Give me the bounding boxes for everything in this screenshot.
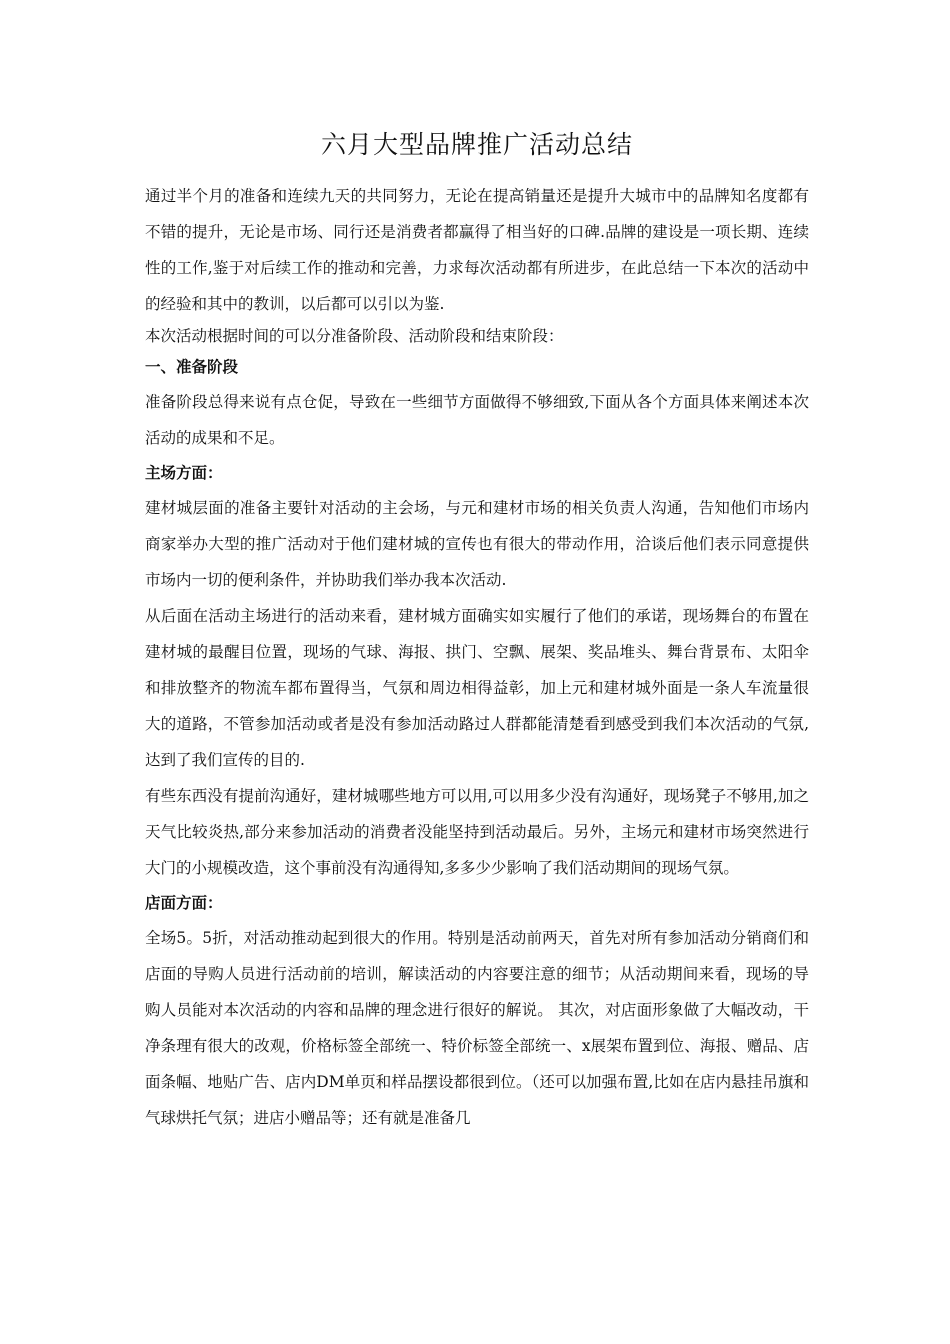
document-title: 六月大型品牌推广活动总结 bbox=[320, 130, 633, 159]
main-venue-paragraph-2: 从后面在活动主场进行的活动来看，建材城方面确实如实履行了他们的承诺，现场舞台的布置在建材城的最醒目位置，现场的气球、海报、拱门、空飘、展架、奖品堆头、舞台背景布、太阳伞和排放整齐的物流车都布置得当，气氛和周边相得益彰，加上元和建材城外面是一条人车流量很大的道路，不管参加活动或者是没有参加活动路过人群都能清楚看到感受到我们本次活动的气氛,达到了我们宣传的目的. bbox=[145, 607, 809, 769]
document-page bbox=[145, 128, 809, 1136]
subheading-store: 店面方面： bbox=[145, 894, 223, 912]
main-venue-paragraph-3: 有些东西没有提前沟通好，建材城哪些地方可以用,可以用多少没有沟通好，现场凳子不够用,加之天气比较炎热,部分来参加活动的消费者没能坚持到活动最后。另外，主场元和建材市场突然进行大门的小规模改造，这个事前没有沟通得知,多多少少影响了我们活动期间的现场气氛。 bbox=[145, 787, 809, 877]
preparation-paragraph: 准备阶段总得来说有点仓促，导致在一些细节方面做得不够细致,下面从各个方面具体来阐述本次活动的成果和不足。 bbox=[145, 393, 809, 447]
subheading-main-venue: 主场方面： bbox=[145, 464, 223, 482]
section-heading-preparation: 一、准备阶段 bbox=[145, 358, 239, 376]
intro-paragraph: 通过半个月的准备和连续九天的共同努力，无论在提高销量还是提升大城市中的品牌知名度都有不错的提升，无论是市场、同行还是消费者都赢得了相当好的口碑.品牌的建设是一项长期、连续性的工作,鉴于对后续工作的推动和完善，力求每次活动都有所进步，在此总结一下本次的活动中的经验和其中的教训，以后都可以引以为鉴. bbox=[145, 187, 809, 313]
store-paragraph-1: 全场5。5折，对活动推动起到很大的作用。特别是活动前两天，首先对所有参加活动分销商们和店面的导购人员进行活动前的培训，解读活动的内容要注意的细节；从活动期间来看，现场的导购人员能对本次活动的内容和品牌的理念进行很好的解说。 其次，对店面形象做了大幅改动，干净条理有很大的改观，价格标签全部统一、特价标签全部统一、x展架布置到位、海报、赠品、店面条幅、地贴广告、店内DM单页和样品摆设都很到位。（还可以加强布置,比如在店内悬挂吊旗和气球烘托气氛；进店小赠品等；还有就是准备几 bbox=[145, 929, 809, 1127]
main-venue-paragraph-1: 建材城层面的准备主要针对活动的主会场，与元和建材市场的相关负责人沟通，告知他们市场内商家举办大型的推广活动对于他们建材城的宣传也有很大的带动作用，洽谈后他们表示同意提供市场内一切的便利条件，并协助我们举办我本次活动. bbox=[145, 499, 809, 589]
stages-paragraph: 本次活动根据时间的可以分准备阶段、活动阶段和结束阶段： bbox=[145, 327, 564, 345]
